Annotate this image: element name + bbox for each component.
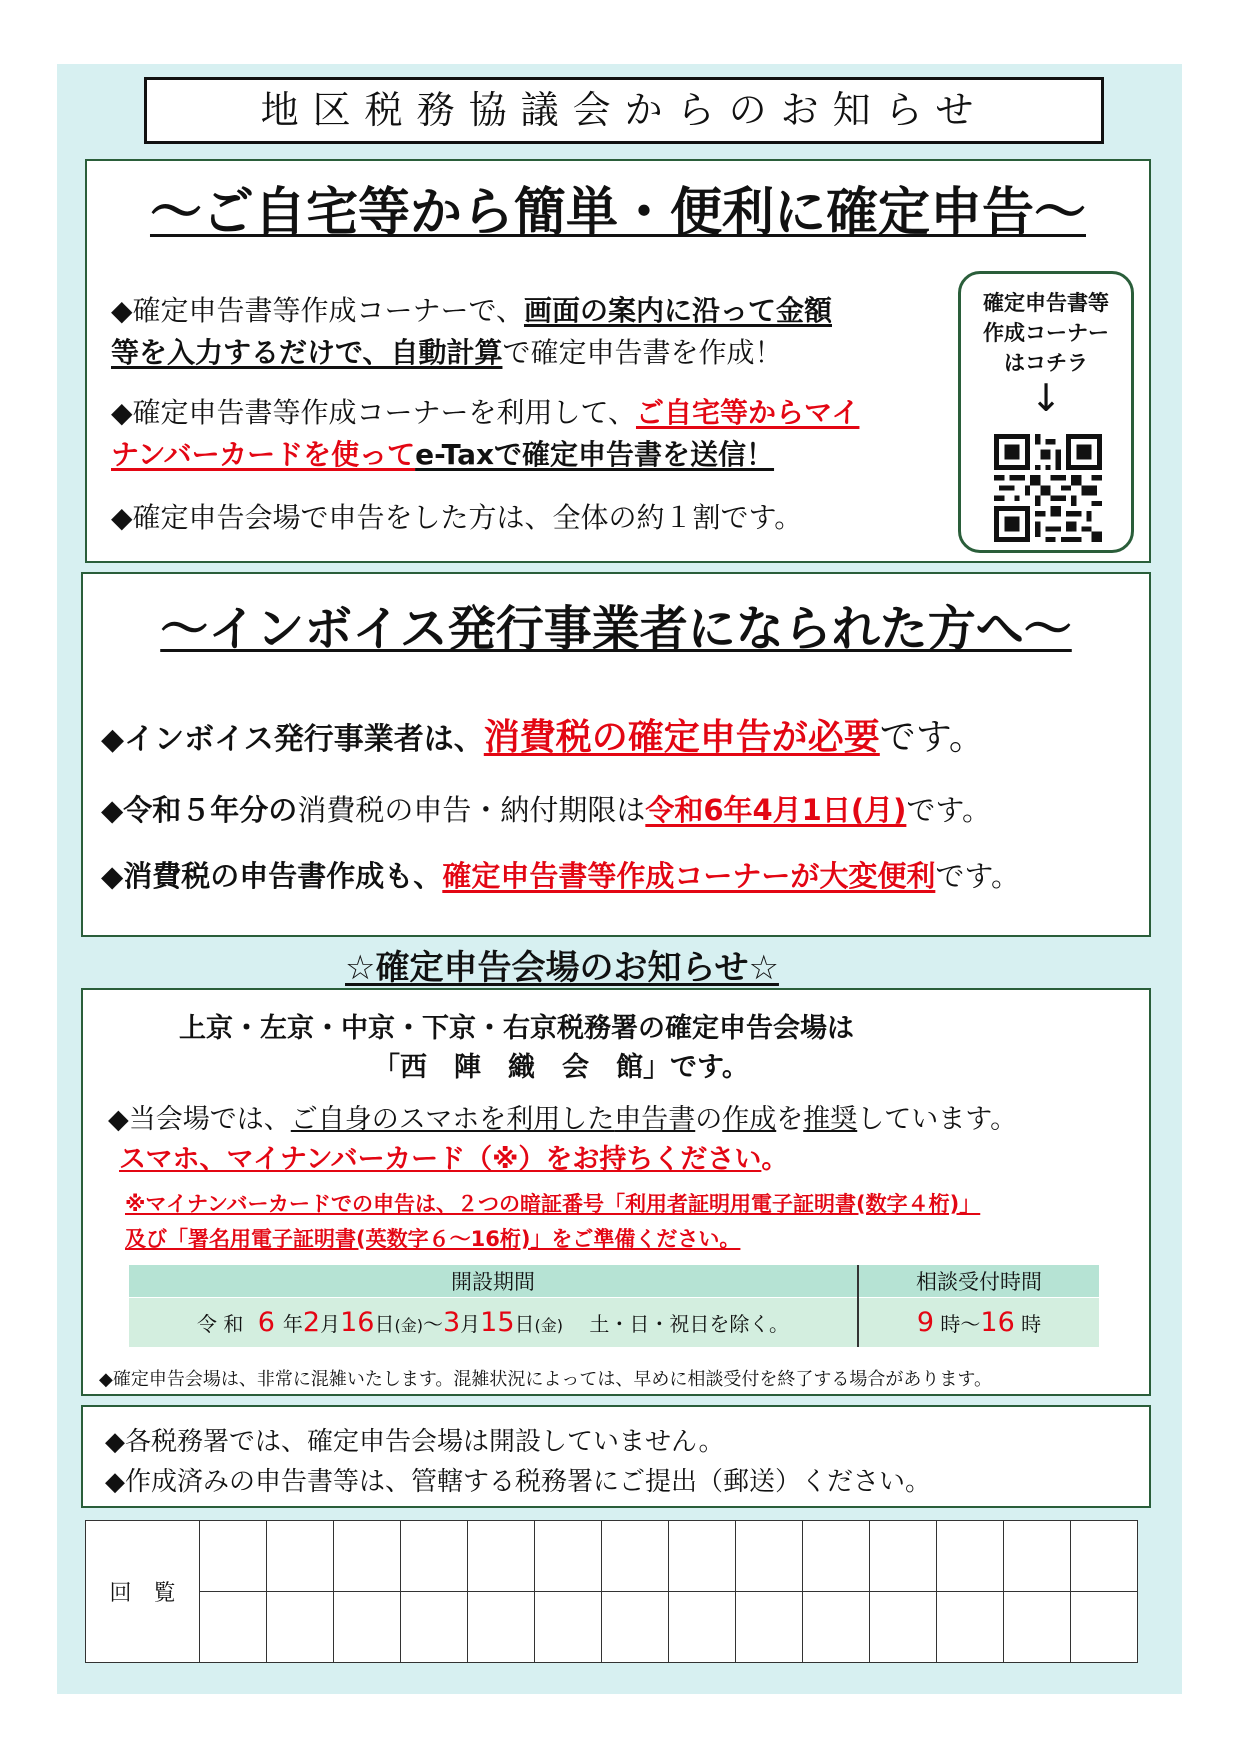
circulation-cell[interactable] xyxy=(468,1592,535,1663)
circulation-cell[interactable] xyxy=(334,1521,401,1592)
circulation-label: 回 覧 xyxy=(86,1521,200,1663)
tax-office-submit: ◆作成済みの申告書等は、管轄する税務署にご提出（郵送）ください。 xyxy=(105,1467,931,1497)
section-tax-office xyxy=(81,1405,1151,1508)
section-e-filing-title: ～ご自宅等から簡単・便利に確定申告～ xyxy=(149,183,1086,243)
circulation-cell[interactable] xyxy=(200,1592,267,1663)
venue-crowd-note: ◆確定申告会場は、非常に混雑いたします。混雑状況によっては、早めに相談受付を終了する場合があります。 xyxy=(99,1369,992,1390)
circulation-cell[interactable] xyxy=(334,1592,401,1663)
circulation-cell[interactable] xyxy=(267,1592,334,1663)
circulation-cell[interactable] xyxy=(937,1521,1004,1592)
circulation-cell[interactable] xyxy=(1004,1592,1071,1663)
venue-section-heading: ☆確定申告会場のお知らせ☆ xyxy=(345,948,779,988)
bullet-invoice-tax-return: ◆インボイス発行事業者は、消費税の確定申告が必要です。 xyxy=(101,717,985,758)
venue-name: 「西 陣 織 会 館」です。 xyxy=(373,1052,749,1083)
circulation-cell[interactable] xyxy=(602,1521,669,1592)
circulation-cell[interactable] xyxy=(468,1521,535,1592)
circulation-cell[interactable] xyxy=(803,1592,870,1663)
schedule-period-header: 開設期間 xyxy=(129,1265,858,1297)
bullet-venue-ratio: ◆確定申告会場で申告をした方は、全体の約１割です。 xyxy=(111,501,803,534)
circulation-table xyxy=(85,1520,1138,1663)
bullet-auto-calc-line2: 等を入力するだけで、自動計算で確定申告書を作成！ xyxy=(111,336,783,369)
venue-intro: 上京・左京・中京・下京・右京税務署の確定申告会場は xyxy=(179,1013,854,1044)
circulation-cell[interactable] xyxy=(870,1521,937,1592)
bullet-mynumber-line1: ◆確定申告書等作成コーナーを利用して、ご自宅等からマイ xyxy=(111,396,860,429)
circulation-cell[interactable] xyxy=(669,1592,736,1663)
circulation-cell[interactable] xyxy=(937,1592,1004,1663)
down-arrow-icon: ↓ xyxy=(1030,376,1062,420)
circulation-cell[interactable] xyxy=(602,1592,669,1663)
bullet-invoice-corner: ◆消費税の申告書作成も、確定申告書等作成コーナーが大変便利です。 xyxy=(101,859,1021,893)
schedule-hours-header: 相談受付時間 xyxy=(858,1265,1099,1297)
schedule-hours-value: 9 時～16 時 xyxy=(858,1297,1099,1347)
bullet-auto-calc-line1: ◆確定申告書等作成コーナーで、画面の案内に沿って金額 xyxy=(111,294,832,327)
circulation-cell[interactable] xyxy=(1004,1521,1071,1592)
venue-smartphone-note: ◆当会場では、ご自身のスマホを利用した申告書の作成を推奨しています。 xyxy=(108,1104,1018,1135)
qr-link-box[interactable] xyxy=(958,271,1134,553)
qr-code-icon[interactable] xyxy=(994,434,1102,542)
schedule-period-value: 令 和 6 年2月16日(金)～3月15日(金) 土・日・祝日を除く。 xyxy=(129,1297,858,1347)
qr-label: 確定申告書等 作成コーナー はコチラ xyxy=(983,291,1109,375)
venue-pin-note-line1: ※マイナンバーカードでの申告は、２つの暗証番号「利用者証明用電子証明書(数字４桁)」 xyxy=(125,1192,981,1216)
section-invoice-title: ～インボイス発行事業者になられた方へ～ xyxy=(160,601,1072,657)
bullet-mynumber-line2: ナンバーカードを使ってe-Taxで確定申告書を送信！ xyxy=(111,438,775,471)
circulation-cell[interactable] xyxy=(401,1521,468,1592)
circulation-cell[interactable] xyxy=(669,1521,736,1592)
section-venue xyxy=(81,988,1151,1396)
circulation-cell[interactable] xyxy=(1071,1521,1138,1592)
circulation-cell[interactable] xyxy=(535,1521,602,1592)
circulation-cell[interactable] xyxy=(803,1521,870,1592)
venue-bring-items: スマホ、マイナンバーカード（※）をお持ちください。 xyxy=(119,1144,789,1175)
bullet-invoice-deadline: ◆令和５年分の消費税の申告・納付期限は令和6年4月1日(月)です。 xyxy=(101,793,992,827)
circulation-cell[interactable] xyxy=(736,1521,803,1592)
tax-office-no-venue: ◆各税務署では、確定申告会場は開設していません。 xyxy=(105,1427,725,1457)
circulation-cell[interactable] xyxy=(401,1592,468,1663)
circulation-cell[interactable] xyxy=(870,1592,937,1663)
venue-pin-note-line2: 及び「署名用電子証明書(英数字６～16桁)」をご準備ください。 xyxy=(125,1227,741,1251)
circulation-cell[interactable] xyxy=(200,1521,267,1592)
circulation-cell[interactable] xyxy=(535,1592,602,1663)
circulation-cell[interactable] xyxy=(267,1521,334,1592)
circulation-cell[interactable] xyxy=(736,1592,803,1663)
page-title: 地区税務協議会からのお知らせ xyxy=(144,77,1104,144)
section-invoice xyxy=(81,572,1151,937)
venue-schedule-table xyxy=(129,1265,1099,1347)
circulation-cell[interactable] xyxy=(1071,1592,1138,1663)
